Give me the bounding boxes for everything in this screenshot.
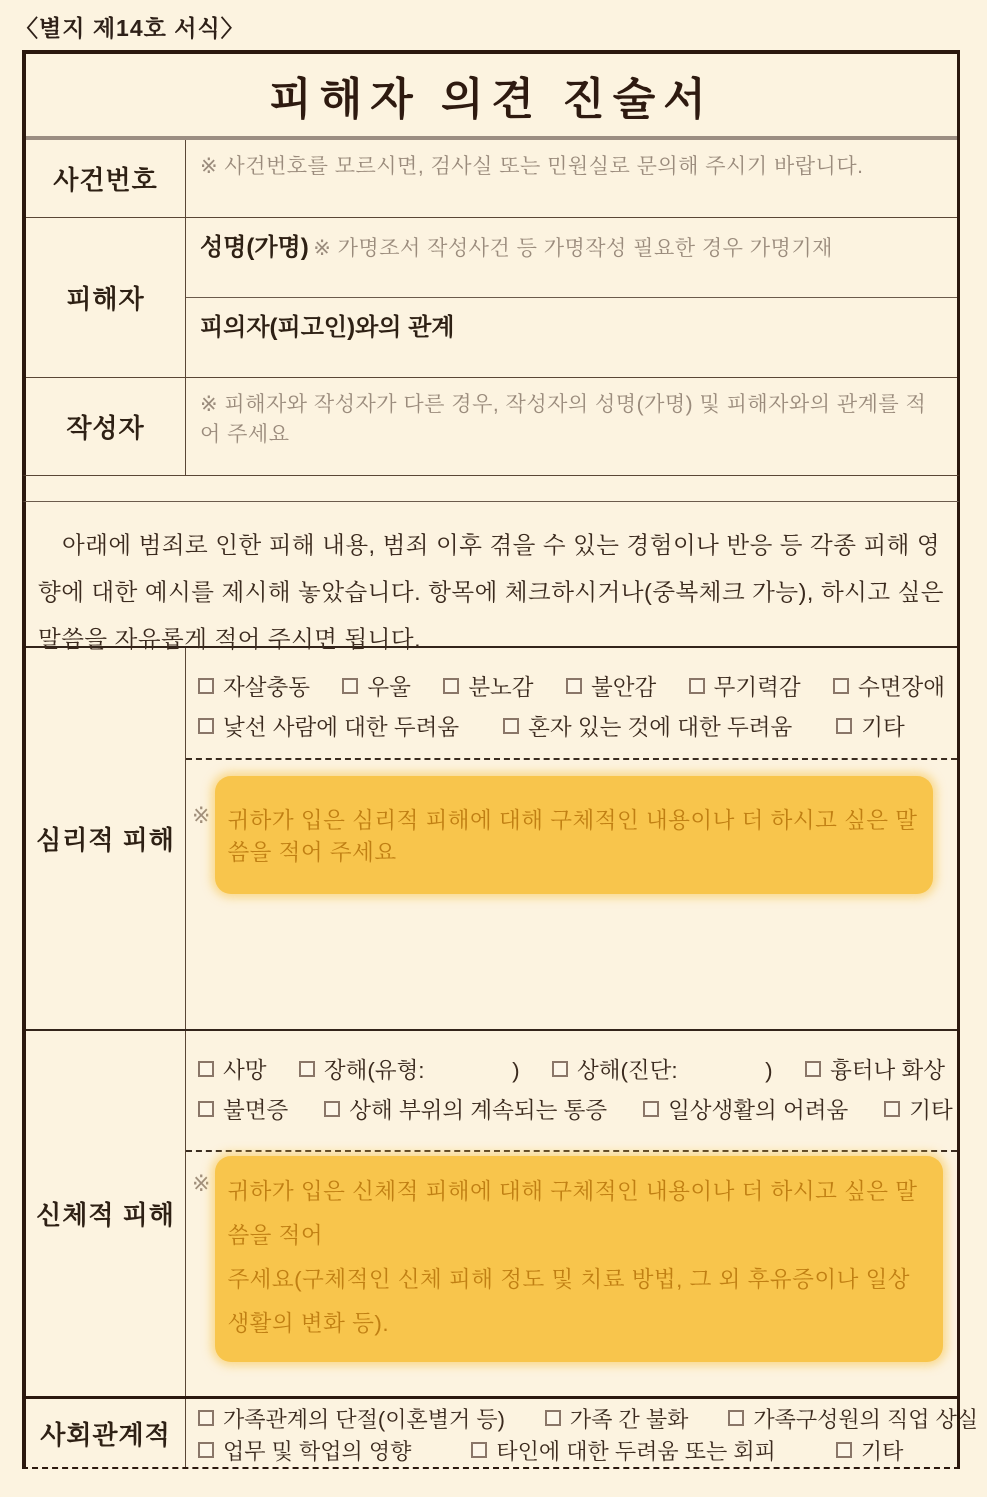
reference-mark: ※ <box>192 1171 211 1196</box>
checkbox-icon[interactable] <box>324 1101 340 1117</box>
checkbox-option[interactable]: 가족구성원의 직업 상실 <box>728 1403 978 1434</box>
checkbox-option[interactable]: 낯선 사람에 대한 두려움 <box>198 710 459 742</box>
physical-damage-label: 신체적 피해 <box>26 1031 186 1396</box>
checkbox-option[interactable]: 무기력감 <box>689 670 801 702</box>
checkbox-icon[interactable] <box>198 1061 214 1077</box>
checkbox-line <box>198 1089 953 1129</box>
checkbox-option[interactable]: 가족 간 불화 <box>545 1403 689 1434</box>
checkbox-option[interactable]: 가족관계의 단절(이혼별거 등) <box>198 1403 505 1434</box>
physical-note-line1: 귀하가 입은 신체적 피해에 대해 구체적인 내용이나 더 하시고 싶은 말씀을 적어 <box>227 1179 918 1248</box>
checkbox-icon[interactable] <box>503 718 519 734</box>
checkbox-option[interactable]: 장해(유형: ) <box>299 1053 520 1085</box>
physical-checkbox-area <box>186 1031 957 1152</box>
checkbox-icon[interactable] <box>689 678 705 694</box>
checkbox-option[interactable]: 흉터나 화상 <box>805 1053 945 1085</box>
checkbox-option[interactable]: 일상생활의 어려움 <box>643 1093 848 1125</box>
psychological-damage-row <box>26 648 957 1031</box>
physical-note-line2: 주세요(구체적인 신체 피해 정도 및 치료 방법, 그 외 후유증이나 일상생활의 변화 등). <box>227 1267 911 1336</box>
checkbox-line <box>198 1434 949 1466</box>
checkbox-line <box>198 666 949 706</box>
checkbox-icon[interactable] <box>545 1410 561 1426</box>
checkbox-icon[interactable] <box>198 1410 214 1426</box>
checkbox-option[interactable]: 수면장애 <box>833 670 945 702</box>
victim-row <box>26 218 957 378</box>
social-relation-label: 사회관계적 <box>26 1399 186 1467</box>
psychological-checkbox-area <box>186 648 957 760</box>
checkbox-option[interactable]: 사망 <box>198 1053 266 1085</box>
case-number-note: ※ 사건번호를 모르시면, 검사실 또는 민원실로 문의해 주시기 바랍니다. <box>200 155 864 178</box>
checkbox-icon[interactable] <box>198 1442 214 1458</box>
checkbox-icon[interactable] <box>566 678 582 694</box>
checkbox-option[interactable]: 자살충동 <box>198 670 310 702</box>
physical-highlighted-note <box>215 1156 943 1362</box>
checkbox-line <box>198 1402 979 1434</box>
victim-name-note: ※ 가명조서 작성사건 등 가명작성 필요한 경우 가명기재 <box>313 237 833 260</box>
checkbox-icon[interactable] <box>198 678 214 694</box>
checkbox-icon[interactable] <box>833 678 849 694</box>
checkbox-option[interactable]: 기타 <box>884 1093 952 1125</box>
checkbox-option[interactable]: 업무 및 학업의 영향 <box>198 1435 411 1466</box>
checkbox-option[interactable]: 분노감 <box>443 670 533 702</box>
victim-name-label: 성명(가명) <box>200 234 309 261</box>
psychological-highlighted-note: 귀하가 입은 심리적 피해에 대해 구체적인 내용이나 더 하시고 싶은 말씀을 적어 주세요 <box>215 776 933 894</box>
table-gap-strip <box>22 476 960 502</box>
victim-label: 피해자 <box>26 218 186 377</box>
checkbox-option[interactable]: 기타 <box>836 710 904 742</box>
checkbox-option[interactable]: 우울 <box>342 670 410 702</box>
writer-label: 작성자 <box>26 378 186 475</box>
checkbox-option[interactable]: 기타 <box>836 1435 904 1466</box>
writer-row <box>26 378 957 475</box>
checkbox-icon[interactable] <box>884 1101 900 1117</box>
checkbox-icon[interactable] <box>198 1101 214 1117</box>
physical-damage-row <box>26 1031 957 1396</box>
checkbox-icon[interactable] <box>443 678 459 694</box>
checkbox-option[interactable]: 타인에 대한 두려움 또는 회피 <box>471 1435 775 1466</box>
checkbox-icon[interactable] <box>836 1442 852 1458</box>
checkbox-icon[interactable] <box>836 718 852 734</box>
checkbox-icon[interactable] <box>805 1061 821 1077</box>
info-table <box>22 50 960 476</box>
form-title: 피해자 의견 진술서 <box>26 54 957 140</box>
form-annex-tag: 〈별지 제14호 서식〉 <box>15 15 245 41</box>
checkbox-option[interactable]: 상해(진단: ) <box>552 1053 773 1085</box>
checkbox-option[interactable]: 혼자 있는 것에 대한 두려움 <box>503 710 792 742</box>
checkbox-line <box>198 1049 949 1089</box>
checkbox-icon[interactable] <box>552 1061 568 1077</box>
checkbox-icon[interactable] <box>643 1101 659 1117</box>
reference-mark: ※ <box>192 803 211 828</box>
victim-name-field[interactable] <box>186 218 957 298</box>
case-number-row <box>26 140 957 218</box>
psychological-damage-label: 심리적 피해 <box>26 648 186 1029</box>
case-number-field[interactable] <box>186 140 957 217</box>
checkbox-icon[interactable] <box>198 718 214 734</box>
intro-paragraph: 아래에 범죄로 인한 피해 내용, 범죄 이후 겪을 수 있는 경험이나 반응 등 각종 피해 영향에 대한 예시를 제시해 놓았습니다. 항목에 체크하시거나(중복체크 가능), 하시고 싶은 말씀을 자유롭게 적어 주시면 됩니다. <box>26 502 957 648</box>
checkbox-option[interactable]: 불면증 <box>198 1093 288 1125</box>
damage-table <box>22 502 979 1469</box>
checkbox-option[interactable]: 불안감 <box>566 670 656 702</box>
checkbox-icon[interactable] <box>342 678 358 694</box>
checkbox-option[interactable]: 상해 부위의 계속되는 통증 <box>324 1093 607 1125</box>
victim-relation-field[interactable] <box>186 298 957 377</box>
writer-note: ※ 피해자와 작성자가 다른 경우, 작성자의 성명(가명) 및 피해자와의 관계를 적어 주세요 <box>200 393 927 446</box>
checkbox-line <box>198 706 949 746</box>
psychological-note-area[interactable] <box>186 760 957 1029</box>
victim-relation-label: 피의자(피고인)와의 관계 <box>200 314 455 341</box>
case-number-label: 사건번호 <box>26 140 186 217</box>
writer-field[interactable] <box>186 378 957 475</box>
checkbox-icon[interactable] <box>299 1061 315 1077</box>
checkbox-icon[interactable] <box>471 1442 487 1458</box>
physical-note-area[interactable] <box>186 1152 957 1396</box>
checkbox-icon[interactable] <box>728 1410 744 1426</box>
social-relation-row <box>26 1396 979 1467</box>
